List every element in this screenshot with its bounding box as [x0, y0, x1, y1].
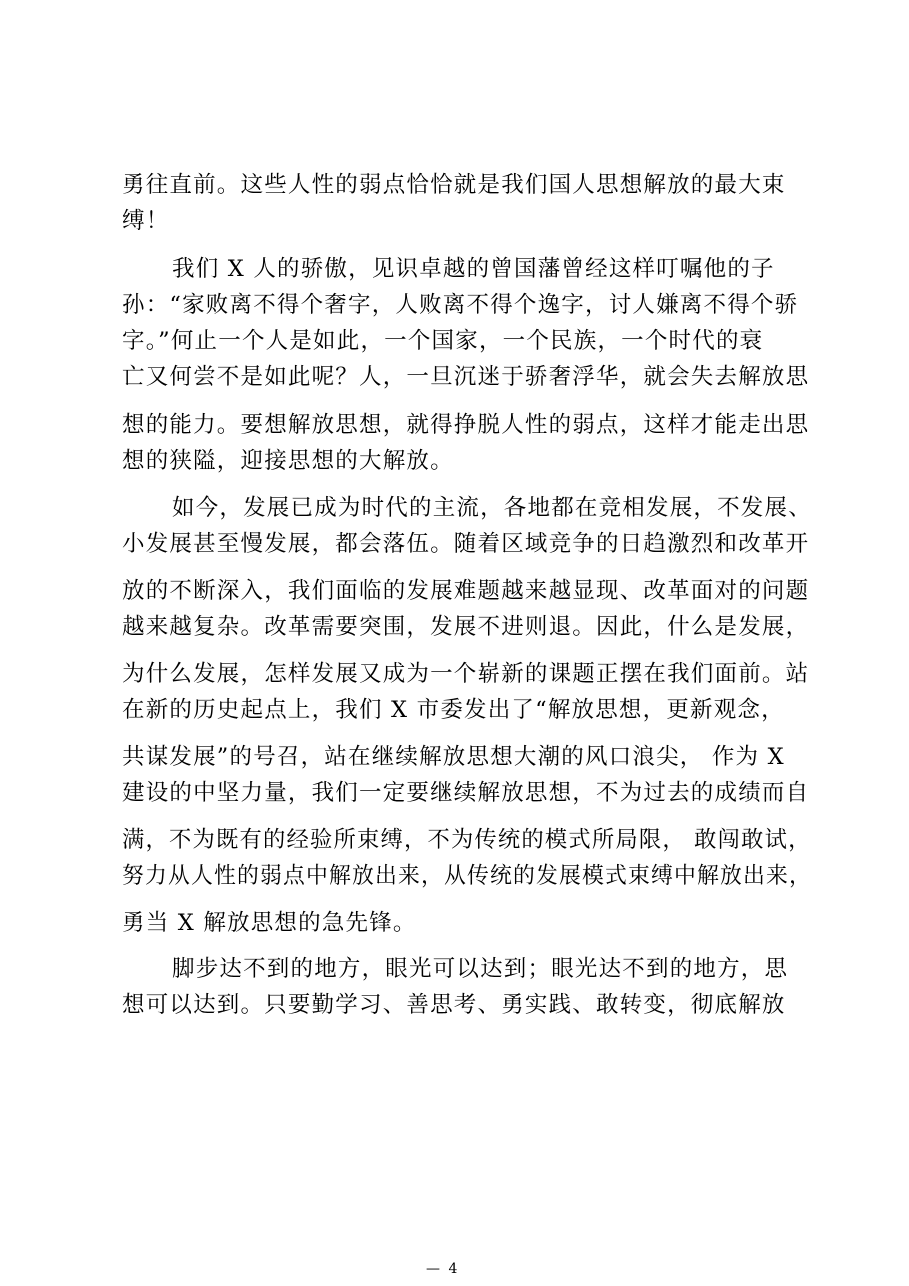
text-line: 为什么发展，怎样发展又成为一个崭新的课题正摆在我们面前。站 — [122, 661, 810, 687]
text-line: 建设的中坚力量，我们一定要继续解放思想，不为过去的成绩而自 — [122, 780, 810, 806]
text-line: 小发展甚至慢发展，都会落伍。随着区域竞争的日趋激烈和改革开 — [122, 531, 810, 557]
text-line: 缚！ — [122, 208, 170, 234]
text-line: 共谋发展”的号召，站在继续解放思想大潮的风口浪尖， 作为 X — [122, 744, 785, 770]
text-line: 越来越复杂。改革需要突围，发展不进则退。因此，什么是发展， — [122, 614, 810, 640]
text-line: 如今，发展已成为时代的主流，各地都在竞相发展，不发展、 — [172, 495, 812, 521]
text-line: 我们 X 人的骄傲，见识卓越的曾国藩曾经这样叮嘱他的子 — [172, 256, 775, 282]
text-line: 满，不为既有的经验所束缚，不为传统的模式所局限， 敢闯敢试， — [122, 827, 812, 853]
page-number: — 4 — [426, 1261, 460, 1277]
text-line: 孙：“家败离不得个奢字，人败离不得个逸字，讨人嫌离不得个骄 — [122, 292, 799, 318]
text-line: 想可以达到。只要勤学习、善思考、勇实践、敢转变，彻底解放 — [122, 992, 786, 1018]
text-line: 字。”何止一个人是如此，一个国家，一个民族，一个时代的衰 — [122, 328, 764, 354]
text-line: 勇往直前。这些人性的弱点恰恰就是我们国人思想解放的最大束 — [122, 172, 786, 198]
text-line: 想的能力。要想解放思想，就得挣脱人性的弱点，这样才能走出思 — [122, 412, 810, 438]
text-line: 放的不断深入，我们面临的发展难题越来越显现、改革面对的问题 — [122, 578, 810, 604]
text-line: 努力从人性的弱点中解放出来，从传统的发展模式束缚中解放出来， — [122, 863, 813, 889]
text-line: 想的狭隘，迎接思想的大解放。 — [122, 448, 454, 474]
text-line: 勇当 X 解放思想的急先锋。 — [122, 910, 417, 936]
text-line: 脚步达不到的地方，眼光可以达到；眼光达不到的地方，思 — [172, 956, 789, 982]
text-line: 亡又何尝不是如此呢？人，一旦沉迷于骄奢浮华，就会失去解放思 — [122, 364, 810, 390]
text-line: 在新的历史起点上，我们 X 市委发出了“解放思想，更新观念， — [122, 697, 785, 723]
